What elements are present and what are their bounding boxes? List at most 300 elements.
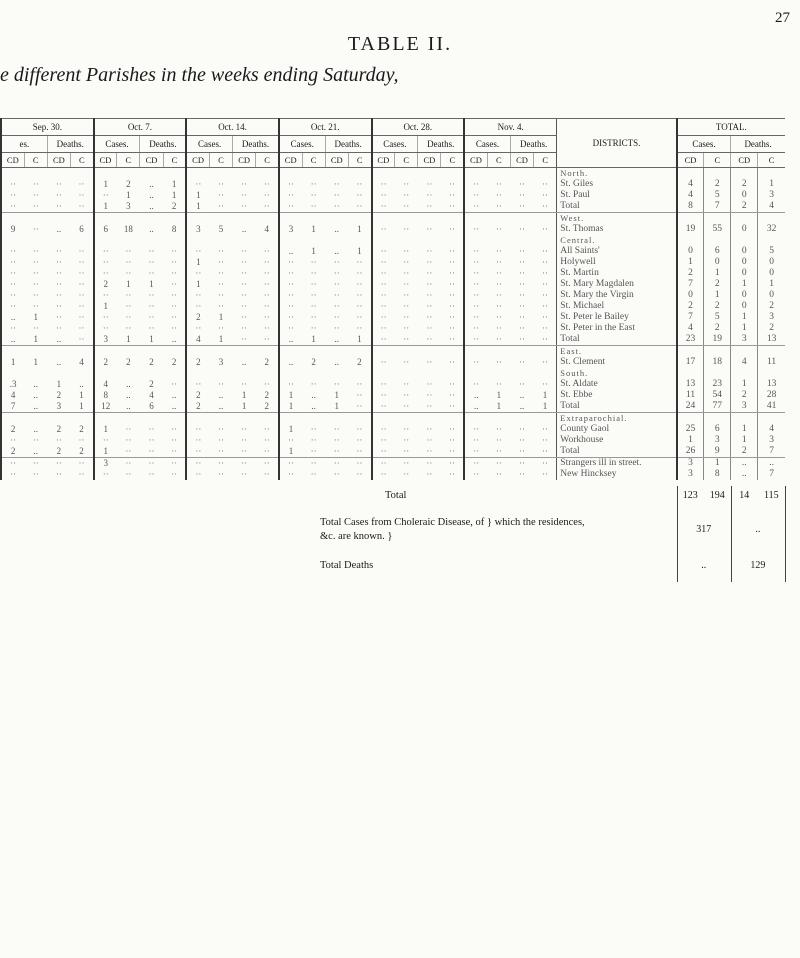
week-cell: ·· [32,469,39,479]
week-cell [24,368,47,379]
week-cell: ·· [241,312,248,322]
week-cell: ·· [541,301,548,311]
c-column-header: C [534,153,557,168]
week-cell: ·· [487,334,510,346]
deaths-subheader: Deaths. [510,136,556,153]
week-cell [418,213,441,225]
total-cell: 7 [677,312,704,323]
week-cell: ·· [356,279,363,289]
week-cell [47,235,70,246]
cd-column-header: CD [279,153,302,168]
week-cell [418,235,441,246]
total-cell [704,168,731,180]
total-cell: 0 [677,290,704,301]
week-cell: ·· [395,201,418,213]
week-cell: ·· [541,357,548,367]
total-cell: 25 [677,424,704,435]
week-cell: ·· [171,469,178,479]
week-cell [233,368,256,379]
week-cell: ·· [125,257,132,267]
week-cell: ·· [241,268,248,278]
week-cell [510,346,533,358]
week-cell [302,346,325,358]
week-cell [186,346,209,358]
week-cell: ·· [464,279,487,290]
region-heading: Central. [557,235,677,246]
week-cell [186,235,209,246]
week-cell: ·· [32,301,39,311]
week-cell: ·· [403,357,410,367]
week-cell [94,368,117,379]
district-name: St. Peter le Bailey [557,312,677,323]
week-cell: ·· [279,201,302,213]
week-cell: .. [334,224,340,234]
district-row [1,469,785,480]
week-cell: ·· [171,301,178,311]
c-column-header: C [24,153,47,168]
week-cell: ·· [279,379,302,390]
week-cell: ·· [279,323,302,334]
week-cell [70,213,93,225]
total-cell: .. [758,458,785,470]
week-cell: ·· [356,290,363,300]
district-name: Workhouse [557,435,677,446]
week-cell: 1 [94,301,117,312]
week-cell: 1 [186,257,209,268]
week-cell: ·· [209,446,232,458]
week-cell: 1 [117,334,140,346]
district-name: St. Michael [557,301,677,312]
week-cell [209,168,232,180]
week-cell: .. [1,312,24,323]
cd-column-header: CD [464,153,487,168]
week-cell [47,213,70,225]
district-name: St. Paul [557,190,677,201]
total-cell: 2 [677,301,704,312]
total-cell [704,213,731,225]
week-cell: ·· [78,323,85,333]
total-header: TOTAL. [677,119,785,136]
week-cell: ·· [125,301,132,311]
week-cell [140,413,163,425]
week-cell: ·· [32,279,39,289]
week-cell: ·· [541,279,548,289]
week-cell: ·· [464,268,487,279]
total-cell [704,368,731,379]
week-cell: 1 [311,224,316,234]
week-cell: 1 [140,334,163,346]
week-cell [209,368,232,379]
week-cell: ·· [78,435,85,445]
week-cell: ·· [541,312,548,322]
week-cell [279,368,302,379]
week-cell: ·· [356,312,363,322]
week-cell [348,235,371,246]
district-name: New Hincksey [557,469,677,480]
week-cell: ·· [171,323,178,333]
total-cell [677,346,704,358]
week-cell: 8 [171,224,177,234]
total-cell: 2 [758,301,785,312]
week-cell: ·· [495,179,502,189]
week-cell: ·· [217,323,224,333]
week-cell [441,368,464,379]
week-cell: ·· [541,290,548,300]
week-cell: .. [311,390,316,400]
total-cell: 7 [677,279,704,290]
week-cell [302,368,325,379]
week-cell: ·· [333,179,340,189]
week-cell: ·· [241,379,248,389]
total-cases-dots: .. [755,524,761,535]
week-cell: ·· [449,279,456,289]
week-cell: 1 [279,424,302,435]
week-cell: ·· [495,224,502,234]
week-cell: ·· [148,301,155,311]
week-cell: 2 [94,279,117,290]
week-cell: .. [464,390,487,401]
week-cell: 1 [487,401,510,413]
total-cell: 8 [704,469,731,480]
week-cell: ·· [1,301,24,312]
region-heading: North. [557,168,677,180]
week-cell [464,413,487,425]
week-cell: ·· [510,334,533,346]
week-cell [325,213,348,225]
week-cell: ·· [426,379,433,389]
week-cell: ·· [426,246,433,256]
district-group-heading [1,235,785,246]
week-cell: ·· [241,458,248,468]
week-cell: ·· [55,469,62,479]
total-cell: 2 [731,390,758,401]
week-cell [163,168,186,180]
week-cell: 1 [348,334,371,346]
total-cell [731,235,758,246]
total-cell [758,168,785,180]
week-cell: 3 [47,401,70,413]
week-cell: ·· [148,268,155,278]
week-cell: ·· [464,424,487,435]
c-column-header: C [704,153,731,168]
districts-header: DISTRICTS. [557,119,677,168]
week-cell: ·· [217,279,224,289]
week-cell: ·· [403,224,410,234]
total-cell: 7 [758,446,785,458]
week-cell [47,168,70,180]
week-cell: ·· [426,357,433,367]
week-cell: ·· [372,323,395,334]
week-cell: 2 [1,424,24,435]
week-cell [94,213,117,225]
week-cell: ·· [333,435,340,445]
total-cell: 0 [731,257,758,268]
week-cell: ·· [333,469,340,479]
week-cell: ·· [310,469,317,479]
week-cell: ·· [519,224,526,234]
week-cell [256,235,279,246]
week-cell: .. [117,401,140,413]
week-cell: ·· [519,290,526,300]
week-cell: ·· [372,312,395,323]
week-cell: ·· [310,190,317,200]
total-cell: 5 [704,312,731,323]
week-cell: ·· [441,334,464,346]
table-title: TABLE II. [347,33,453,55]
week-cell: ·· [1,458,24,470]
week-cell: ·· [1,179,24,190]
total-cell: 11 [758,357,785,368]
week-cell: ·· [263,458,270,468]
total-cell [704,413,731,425]
week-cell: 1 [542,390,548,400]
total-cell [758,235,785,246]
week-cell: ·· [263,301,270,311]
week-cell: 1 [94,446,117,458]
week-cell: ·· [233,201,256,213]
week-cell [163,413,186,425]
week-cell [279,413,302,425]
district-name: St. Martin [557,268,677,279]
total-cell: 0 [731,268,758,279]
week-cell [418,168,441,180]
week-cell: 9 [1,224,24,235]
week-cell: ·· [541,424,548,434]
week-cell: 1 [149,279,154,289]
week-cell: 2 [70,446,93,458]
week-cell: ·· [94,257,117,268]
week-cell: ·· [186,446,209,458]
week-cell: ·· [55,323,62,333]
group-total-row [1,401,785,413]
week-cell: ·· [403,435,410,445]
total-cell: 32 [758,224,785,235]
district-group-heading [1,168,785,180]
week-cell: ·· [372,357,395,368]
week-cell: 2 [256,401,279,413]
week-cell: ·· [449,469,456,479]
week-cell: ·· [534,446,557,458]
total-cell: 5 [704,190,731,201]
cd-column-header: CD [325,153,348,168]
week-cell: ·· [186,458,209,470]
week-cell: ·· [241,469,248,479]
week-cell: 1 [233,401,256,413]
week-cell: ·· [449,301,456,311]
week-cell: ·· [263,323,270,333]
week-cell: ·· [541,435,548,445]
week-cell: ·· [495,301,502,311]
week-cell: ·· [310,279,317,289]
total-cell: 26 [677,446,704,458]
total-cell: 1 [731,435,758,446]
deaths-subheader: Deaths. [418,136,464,153]
total-cell: 4 [731,357,758,368]
total-cell: 1 [704,290,731,301]
week-cell: .. [149,190,154,200]
c-column-header: C [70,153,93,168]
week-cell: ·· [171,379,178,389]
week-header: Oct. 21. [279,119,372,136]
total-cell: 1 [677,435,704,446]
week-cell: ·· [403,458,410,468]
week-cell: .. [33,424,38,434]
total-cell: 0 [731,301,758,312]
total-cell [731,368,758,379]
c-column-header: C [487,153,510,168]
week-cell [372,413,395,425]
week-cell: 4 [186,334,209,346]
week-cell: ·· [519,279,526,289]
total-cell: 0 [758,257,785,268]
district-name: St. Giles [557,179,677,190]
group-total-row [1,201,785,213]
week-cell [302,235,325,246]
week-cell: ·· [395,334,418,346]
week-cell: ·· [310,257,317,267]
week-cell: ·· [541,268,548,278]
week-cell [70,168,93,180]
week-cell: ·· [449,190,456,200]
week-cell: ·· [171,458,178,468]
total-cell [758,413,785,425]
week-cell: ·· [495,312,502,322]
week-cell [534,235,557,246]
week-cell: ·· [333,301,340,311]
week-cell: ·· [279,469,302,480]
week-cell: ·· [372,201,395,213]
week-cell: ·· [372,435,395,446]
week-cell [395,213,418,225]
week-cell: 1 [70,401,93,413]
total-cell: 1 [731,379,758,390]
week-cell: 2 [94,357,117,368]
week-cell: ·· [55,190,62,200]
week-cell: ·· [217,290,224,300]
week-cell: 1 [209,334,232,346]
week-cell: ·· [519,469,526,479]
cases-subheader: Cases. [677,136,731,153]
week-cell [441,346,464,358]
week-cell: ·· [426,323,433,333]
total-cell [758,213,785,225]
district-group-heading [1,413,785,425]
week-cell [140,213,163,225]
week-cell: ·· [241,323,248,333]
week-cell: ·· [217,469,224,479]
total-cell: 41 [758,401,785,413]
week-cell: ·· [372,268,395,279]
week-cell [534,168,557,180]
total-cell [677,413,704,425]
week-cell: ·· [125,246,132,256]
week-cell: ·· [241,179,248,189]
week-cell: ·· [47,201,70,213]
week-cell [47,413,70,425]
district-row [1,179,785,190]
week-cell [348,346,371,358]
week-cell [418,413,441,425]
total-cell [758,368,785,379]
week-cell [117,346,140,358]
week-cell: ·· [310,424,317,434]
week-cell: 2 [126,357,131,367]
week-cell: ·· [125,312,132,322]
total-cell: 4 [677,190,704,201]
week-cell: 1 [171,190,177,200]
week-cell: ·· [403,246,410,256]
week-cell [163,368,186,379]
week-cell [487,368,510,379]
week-cell: 18 [123,224,133,234]
week-cell: ·· [148,246,155,256]
total-cell: 6 [704,424,731,435]
week-cell: ·· [333,190,340,200]
week-cell: ·· [426,257,433,267]
week-cell: ·· [24,201,47,213]
district-row [1,323,785,334]
week-cell: 2 [79,424,84,434]
week-cell [24,235,47,246]
week-cell: ·· [449,323,456,333]
week-cell: ·· [356,179,363,189]
deaths-subheader: Deaths. [325,136,371,153]
week-cell: ·· [55,290,62,300]
week-cell: ·· [94,290,117,301]
total-cell [677,368,704,379]
district-group-heading [1,346,785,358]
week-cell: 2 [186,390,209,401]
week-cell: ·· [372,290,395,301]
total-cell: 19 [677,224,704,235]
week-cell: ·· [356,190,363,200]
week-cell: .. [519,390,525,400]
week-cell [70,235,93,246]
total-cell: 2 [704,279,731,290]
week-cell: ·· [78,279,85,289]
week-cell: ·· [403,290,410,300]
week-cell: 3 [94,458,117,470]
week-cell: ·· [279,179,302,190]
c-column-header: C [395,153,418,168]
total-cell: 54 [704,390,731,401]
week-cell [279,213,302,225]
district-name: Total [557,401,677,413]
week-cell: 3 [218,357,224,367]
week-cell: .3 [1,379,24,390]
week-cell: 1 [94,201,117,213]
week-cell: ·· [94,246,117,257]
week-cell: ·· [426,435,433,445]
cd-column-header: CD [47,153,70,168]
week-cell: ·· [186,179,209,190]
week-cell: ·· [441,401,464,413]
week-cell: ·· [449,257,456,267]
week-cell [348,213,371,225]
week-cell: ·· [495,357,502,367]
week-cell: ·· [403,279,410,289]
week-cell: ·· [519,179,526,189]
week-cell [209,346,232,358]
week-cell: 1 [79,390,84,400]
week-cell [186,368,209,379]
week-cell: ·· [171,424,178,434]
total-cell: 0 [731,224,758,235]
week-cell: 2 [149,379,154,389]
week-cell: ·· [449,268,456,278]
week-cell: 1 [24,334,47,346]
week-cell [233,213,256,225]
